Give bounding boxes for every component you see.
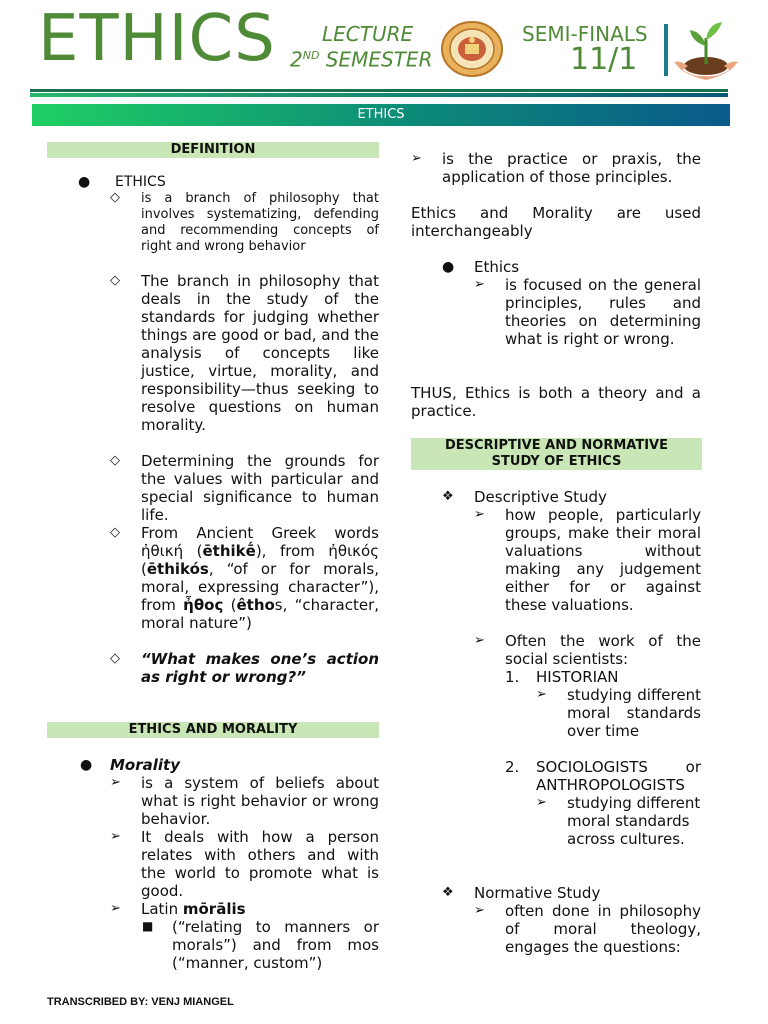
university-seal-icon [440,20,504,78]
interchange-sentence: Ethics and Morality are used interchangeably [411,204,701,240]
subject-banner: ETHICS [32,104,730,126]
definition-2: The branch in philosophy that deals in the study of the standards for judging whether things are good or bad, and the analysis of concepts like justice, virtue, morality, and responsibility—thus seeking to resolve questions on human morality. [141,272,379,434]
etymology-text: ), from ἠθικός ( [141,542,379,578]
morality-definition-2: It deals with how a person relates with others and with the world to promote what is good. [141,828,379,900]
practice-text: is the practice or praxis, the application of those principles. [442,150,701,186]
ethics-morality-heading: ETHICS AND MORALITY [47,722,379,738]
arrow-bullet-icon: ➢ [110,901,121,916]
semester-word: SEMESTER [325,47,433,72]
descriptive-study-label: Descriptive Study [474,488,607,506]
arrow-bullet-icon: ➢ [474,903,485,918]
etymology-term: ēthikḗ [202,542,256,560]
diamond-bullet-icon: ◇ [110,273,120,288]
morality-definition-1: is a system of beliefs about what is right behavior or wrong behavior. [141,774,379,828]
latin-meaning: (“relating to manners or morals”) and from mos (“manner, custom”) [172,918,379,972]
interchange-text [411,204,701,240]
ethics-term: ETHICS [115,174,166,190]
morality-term: Morality [110,756,180,774]
heading-line-1: DESCRIPTIVE AND NORMATIVE [445,438,668,453]
diamond-bullet-icon: ◇ [110,525,120,540]
arrow-bullet-icon: ➢ [411,151,422,166]
list-item-sociologists: SOCIOLOGISTS or ANTHROPOLOGISTS [536,758,701,794]
bullet-icon: ● [442,259,455,275]
definition-1: is a branch of philosophy that involves systematizing, defending and recommending concepts of right and wrong behavior [141,191,379,254]
etymology-term: ēthikós [146,560,209,578]
etymology-term: êtho [236,596,275,614]
list-number: 2. [505,758,520,776]
latin-term: mōrālis [182,900,246,918]
arrow-bullet-icon: ➢ [474,507,485,522]
etymology-text: s, “character, moral nature”) [141,596,379,632]
arrow-bullet-icon: ➢ [110,775,121,790]
arrow-bullet-icon: ➢ [474,277,485,292]
definition-question: “What makes one’s action as right or wrong?” [141,650,379,686]
lecture-label: LECTURE [322,22,414,46]
semester-label [290,44,432,72]
header-divider [664,24,668,76]
etymology-text: From Ancient Greek words ἠθική ( [141,524,379,560]
seedling-hands-icon [670,16,742,82]
etymology-term: ἦθος [183,596,224,614]
page-title: ETHICS [38,2,276,76]
definition-3: Determining the grounds for the values with particular and special significance to human life. [141,452,379,524]
header-rule-gradient [30,93,728,97]
diamond-bullet-icon: ◇ [110,453,120,468]
ornament-bullet-icon: ❖ [442,885,454,900]
definition-4 [141,524,379,632]
historian-detail: studying different moral standards over time [567,686,701,740]
heading-line-2: STUDY OF ETHICS [491,454,622,469]
arrow-bullet-icon: ➢ [536,687,547,702]
arrow-bullet-icon: ➢ [536,795,547,810]
thus-statement: THUS, Ethics is both a theory and a practice. [411,384,701,420]
sociologists-detail: studying different moral standards across cultures. [567,794,701,848]
etymology-text: ( [223,596,237,614]
normative-study-label: Normative Study [474,884,601,902]
descriptive-definition: how people, particularly groups, make their moral valuations without making any judgement either for or against these valuations. [505,506,701,614]
etymology-text: , “of or for morals, moral, expressing character”), from [141,560,379,614]
bullet-icon: ● [78,174,91,190]
term-label: SEMI-FINALS [522,22,648,46]
lecture-number: 11/1 [570,42,638,77]
latin-label: Latin [141,900,183,918]
ethics-term-right: Ethics [474,258,520,276]
semester-suffix: ND [302,49,320,62]
arrow-bullet-icon: ➢ [474,633,485,648]
social-scientists-text: Often the work of the social scientists: [505,632,701,668]
semester-number: 2 [290,47,303,72]
normative-definition: often done in philosophy of moral theology, engages the questions: [505,902,701,956]
diamond-bullet-icon: ◇ [110,651,120,666]
transcriber-credit: TRANSCRIBED BY: VENJ MIANGEL [47,996,234,1008]
bullet-icon: ● [80,757,93,773]
list-item-historian: HISTORIAN [536,668,619,686]
square-bullet-icon: ■ [142,919,154,933]
morality-latin [141,900,379,918]
definition-heading: DEFINITION [47,142,379,158]
descriptive-normative-heading [411,438,702,470]
ornament-bullet-icon: ❖ [442,489,454,504]
arrow-bullet-icon: ➢ [110,829,121,844]
header-rule [30,89,728,92]
list-number: 1. [505,668,520,686]
ethics-focus-text: is focused on the general principles, rules and theories on determining what is right or wrong. [505,276,701,348]
diamond-bullet-icon: ◇ [110,190,120,205]
